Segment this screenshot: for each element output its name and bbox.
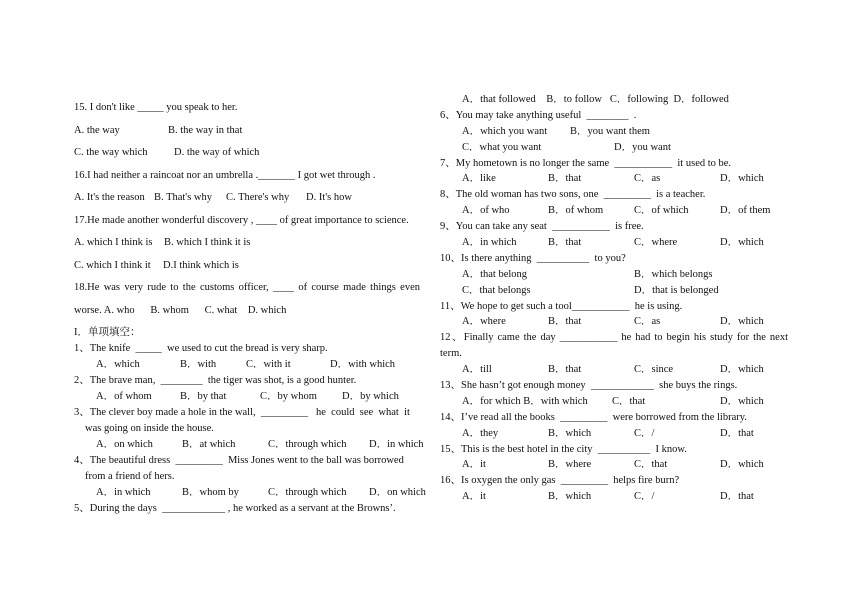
item-1: 1、The knife _____ we used to cut the bread is very sharp. <box>74 343 328 354</box>
option-b: B．that <box>548 316 582 328</box>
item-8-options <box>440 203 790 219</box>
item-10: 10、Is there anything __________ to you? <box>440 252 626 264</box>
option-b: B．that <box>548 237 582 249</box>
item-15-options <box>440 457 790 473</box>
option-b: B. the way in that <box>168 124 243 136</box>
option-c: C．as <box>634 316 661 328</box>
item-6: 6、You may take anything useful ________ . <box>440 109 637 121</box>
option-d: D. the way of which <box>174 147 260 158</box>
option-b: B．at which <box>182 439 236 450</box>
item-8: 8、The old woman has two sons, one _________ is a teacher. <box>440 189 706 201</box>
question-16-options <box>74 190 422 213</box>
option-c: C．that <box>634 459 668 471</box>
question-17-options <box>74 235 422 258</box>
option-a: A．in which <box>462 237 517 249</box>
option-d: D．which <box>720 364 764 376</box>
option-d: D．by which <box>342 391 399 402</box>
option-c: C．through which <box>268 439 347 450</box>
option-c: C．/ <box>634 491 655 503</box>
option-c: C．that belongs <box>462 284 531 296</box>
option-d: D．which <box>720 395 764 407</box>
item-3: 3、The clever boy made a hole in the wall, _________ he could see what it <box>74 407 410 418</box>
option-a: A．where <box>462 316 506 328</box>
item-6-options <box>440 124 790 140</box>
item-7: 7、My hometown is no longer the same ___________ it used to be. <box>440 157 732 169</box>
question-15-options-2 <box>74 145 422 168</box>
option-b: B．you want them <box>570 125 650 137</box>
option-b: B. That's why <box>154 192 212 203</box>
option-c: C. There's why <box>226 192 290 203</box>
option-d: D．with which <box>330 359 396 370</box>
option-d: D．that is belonged <box>634 284 719 296</box>
option-c: C．by whom <box>260 391 317 402</box>
option-b: B．that <box>548 173 582 185</box>
option-a: A. It's the reason <box>74 192 145 203</box>
item-13-options <box>440 394 790 410</box>
option-c: C．with it <box>246 359 291 370</box>
question-15: 15. I don't like _____ you speak to her. <box>74 102 238 113</box>
option-c: C．since <box>634 364 674 376</box>
item-10-options <box>440 267 790 283</box>
option-c: C．that <box>612 395 646 407</box>
option-a: A．they <box>462 427 499 439</box>
item-6-options-2 <box>440 140 790 156</box>
option-b: B．whom by <box>182 487 239 498</box>
option-a: A．it <box>462 491 486 503</box>
option-d: D．which <box>720 459 764 471</box>
option-b: B．where <box>548 459 592 471</box>
option-d: D. It's how <box>306 192 352 203</box>
item-14-options <box>440 426 790 442</box>
option-a: A．in which <box>96 487 151 498</box>
option-a: A．on which <box>96 439 153 450</box>
item-16: 16、Is oxygen the only gas _________ helps fire burn? <box>440 475 680 487</box>
option-c: C. which I think it <box>74 259 151 271</box>
item-9-options <box>440 235 790 251</box>
option-b: B．which <box>548 491 592 503</box>
option-b: B．of whom <box>548 205 604 217</box>
option-c: C．what you want <box>462 141 542 153</box>
option-c: C. the way which <box>74 147 148 158</box>
item-9: 9、You can take any seat ___________ is free. <box>440 221 644 233</box>
option-b: B. which I think it is <box>164 237 251 248</box>
option-b: B．with <box>180 359 217 370</box>
option-d: D．that <box>720 427 754 439</box>
option-c: C．/ <box>634 427 655 439</box>
option-a: A．that belong <box>462 268 528 280</box>
item-12-continued: term. <box>440 348 462 360</box>
item-4-continued: from a friend of hers. <box>85 471 175 482</box>
option-d: D．which <box>720 173 764 185</box>
option-a: A. the way <box>74 124 120 136</box>
item-11: 11、We hope to get such a tool___________ he is using. <box>440 300 683 312</box>
question-17-options-2 <box>74 258 422 281</box>
option-a-b: A．for which B．with which <box>462 395 588 407</box>
option-b: B．by that <box>180 391 227 402</box>
option-d: D．on which <box>369 487 426 498</box>
item-4-options <box>74 485 426 501</box>
option-a: A．like <box>462 173 496 185</box>
option-d: D．which <box>720 316 764 328</box>
item-1-options <box>74 357 422 373</box>
item-2: 2、The brave man, ________ the tiger was shot, is a good hunter. <box>74 375 357 386</box>
option-c: C．as <box>634 173 661 185</box>
item-2-options <box>74 389 422 405</box>
item-3-continued: was going on inside the house. <box>85 423 214 434</box>
option-d: D．of them <box>720 205 771 217</box>
option-b: B．that <box>548 364 582 376</box>
option-a: A. which I think is <box>74 237 153 248</box>
question-16: 16.I had neither a raincoat nor an umbrella ._______ I got wet through . <box>74 169 376 181</box>
item-5: 5、During the days ____________ , he worked as a servant at the Browns’. <box>74 503 396 514</box>
item-4: 4、The beautiful dress _________ Miss Jones went to the ball was borrowed <box>74 455 404 466</box>
option-c: C．where <box>634 237 678 249</box>
right-column <box>440 92 790 505</box>
option-d: D．in which <box>369 439 424 450</box>
item-12-options <box>440 362 790 378</box>
item-15: 15、This is the best hotel in the city __________ I know. <box>440 443 687 455</box>
option-c: C．of which <box>634 205 689 217</box>
option-a: A．which you want <box>462 125 548 137</box>
option-a: A．till <box>462 364 492 376</box>
option-d: D．you want <box>614 141 671 153</box>
item-14: 14、I’ve read all the books _________ were borrowed from the library. <box>440 411 747 423</box>
option-a: A．of whom <box>96 391 152 402</box>
option-a: A．which <box>96 359 140 370</box>
item-3-options <box>74 437 422 453</box>
option-a: A．it <box>462 459 486 471</box>
item-13: 13、She hasn’t got enough money ____________ she buys the rings. <box>440 380 738 392</box>
option-c: C．through which <box>268 487 347 498</box>
item-12: 12、Finally came the day ___________ he had to begin his study for the next <box>440 332 788 344</box>
question-15-options <box>74 123 422 146</box>
question-18: 18.He was very rude to the customs officer, ____ of course made things even <box>74 282 420 293</box>
item-5-options: A．that followed B．to follow C．following D．followed <box>462 94 729 105</box>
item-16-options <box>440 489 790 505</box>
option-a: A．of who <box>462 205 510 217</box>
question-18-options: worse. A. who B. whom C. what D. which <box>74 304 287 316</box>
option-d: D.I think which is <box>163 259 239 271</box>
option-d: D．which <box>720 237 764 249</box>
option-d: D．that <box>720 491 754 503</box>
question-17: 17.He made another wonderful discovery , ____ of great importance to science. <box>74 214 409 226</box>
left-column <box>74 100 426 517</box>
option-b: B．which belongs <box>634 268 713 280</box>
section-heading: I．单项填空： <box>74 327 141 338</box>
option-b: B．which <box>548 427 592 439</box>
item-7-options <box>440 171 790 187</box>
item-11-options <box>440 314 790 330</box>
item-10-options-2 <box>440 283 790 299</box>
